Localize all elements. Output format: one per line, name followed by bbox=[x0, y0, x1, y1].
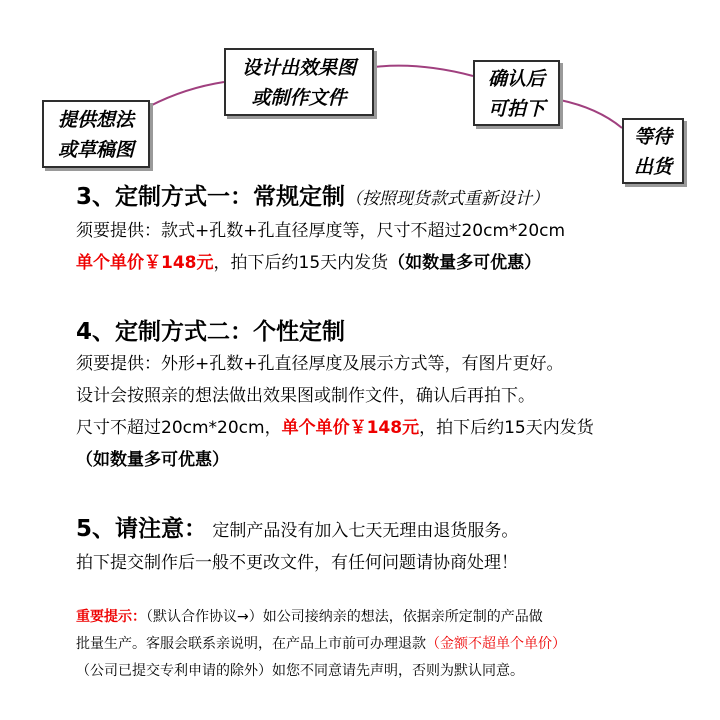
section-3-price-row bbox=[76, 248, 700, 278]
flow-step-1-line1: 提供想法 bbox=[57, 109, 134, 131]
section-3-heading: 3、定制方式一：常规定制 bbox=[76, 184, 346, 210]
flow-step-4 bbox=[622, 118, 684, 184]
flow-step-1-line2: 或草稿图 bbox=[57, 139, 134, 161]
notice-refund-limit: （金额不超单个单价） bbox=[426, 636, 566, 652]
section-4-delivery: ，拍下后约15天内发货 bbox=[419, 418, 594, 438]
flow-step-4-line1: 等待 bbox=[633, 126, 672, 148]
notice-line-3: （公司已提交专利申请的除外）如您不同意请先声明，否则为默认同意。 bbox=[76, 663, 524, 679]
notice-line-1 bbox=[76, 604, 702, 631]
flow-step-3 bbox=[473, 60, 560, 126]
section-4-discount: （如数量多可优惠） bbox=[76, 450, 229, 470]
section-personal-custom bbox=[76, 315, 700, 475]
section-4-design-note: 设计会按照亲的想法做出效果图或制作文件，确认后再拍下。 bbox=[76, 386, 535, 406]
section-4-heading: 4、定制方式二：个性定制 bbox=[76, 319, 346, 345]
connector-1-2 bbox=[150, 82, 224, 106]
flow-step-4-line2: 出货 bbox=[633, 156, 672, 178]
flow-step-2-line1: 设计出效果图 bbox=[241, 57, 356, 79]
flow-step-2-line2: 或制作文件 bbox=[251, 87, 347, 109]
section-3-price: 单个单价￥148元 bbox=[76, 253, 214, 273]
flow-step-3-line2: 可拍下 bbox=[487, 98, 545, 120]
important-notice bbox=[76, 604, 702, 685]
section-3-requirements: 须要提供：款式+孔数+孔直径厚度等，尺寸不超过20cm*20cm bbox=[76, 221, 566, 241]
section-regular-custom bbox=[76, 180, 700, 278]
section-4-price-row bbox=[76, 413, 700, 443]
notice-line-2-text: 批量生产。客服会联系亲说明，在产品上市前可办理退款 bbox=[76, 636, 426, 652]
section-3-heading-row bbox=[76, 180, 700, 216]
section-3-delivery: ，拍下后约15天内发货 bbox=[213, 253, 389, 273]
section-attention bbox=[76, 512, 700, 578]
flow-step-3-line1: 确认后 bbox=[487, 68, 545, 90]
section-4-requirements: 须要提供：外形+孔数+孔直径厚度及展示方式等，有图片更好。 bbox=[76, 354, 564, 374]
section-4-size: 尺寸不超过20cm*20cm， bbox=[76, 418, 282, 438]
section-3-discount: （如数量多可优惠） bbox=[388, 253, 542, 273]
section-4-price: 单个单价￥148元 bbox=[281, 418, 420, 438]
section-5-heading: 5、请注意： bbox=[76, 516, 208, 542]
notice-label: 重要提示： bbox=[76, 609, 146, 625]
flow-step-1 bbox=[42, 100, 150, 168]
section-5-no-change: 拍下提交制作后一般不更改文件，有任何问题请协商处理！ bbox=[76, 553, 518, 573]
connector-3-4 bbox=[560, 100, 622, 128]
notice-line-2 bbox=[76, 631, 702, 658]
section-5-no-return: 定制产品没有加入七天无理由退货服务。 bbox=[212, 521, 519, 541]
section-5-row-1 bbox=[76, 512, 700, 548]
process-flow bbox=[0, 0, 720, 190]
connector-2-3 bbox=[374, 66, 473, 76]
flow-step-2 bbox=[224, 48, 374, 116]
section-3-heading-note: （按照现货款式重新设计） bbox=[345, 189, 550, 209]
notice-line-1-text: （默认合作协议→）如公司接纳亲的想法，依据亲所定制的产品做 bbox=[146, 609, 543, 625]
